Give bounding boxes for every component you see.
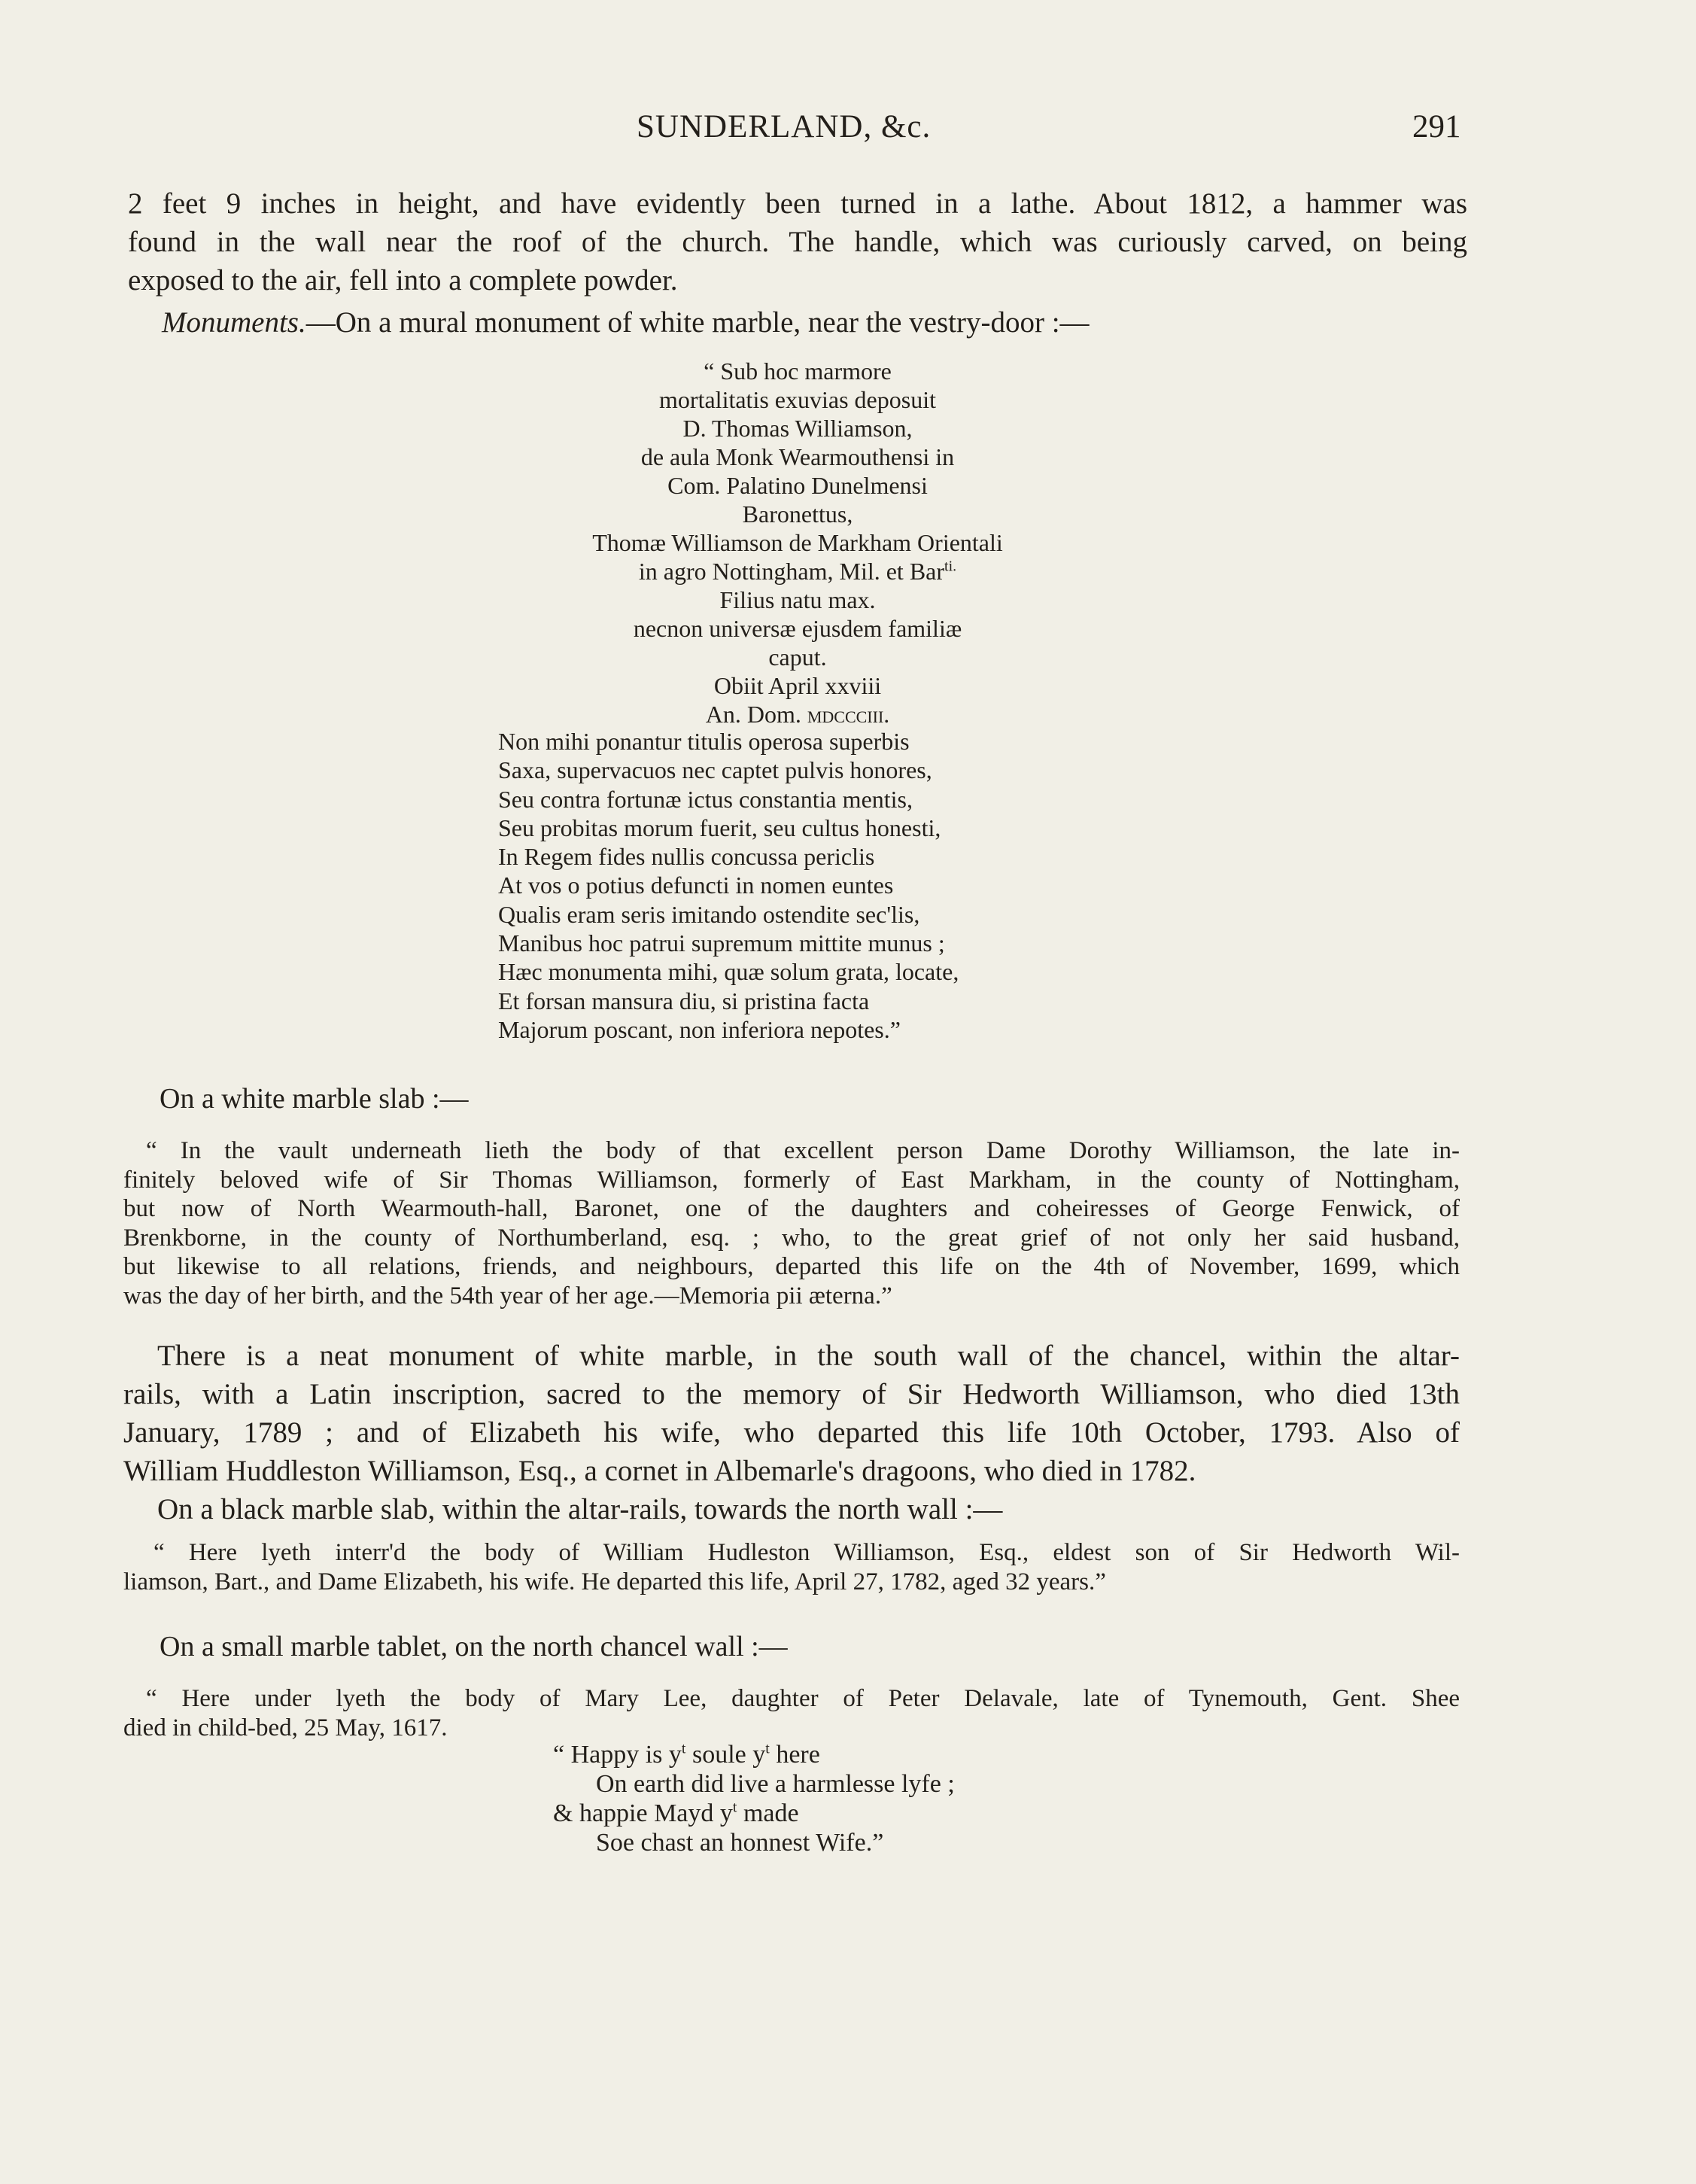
black-slab-intro: On a black marble slab, within the altar-rails, towards the north wall :— bbox=[157, 1493, 1003, 1525]
paragraph-line: rails, with a Latin inscription, sacred to the memory of Sir Hedworth Williamson, who died 13th bbox=[123, 1378, 1460, 1410]
paragraph-line: January, 1789 ; and of Elizabeth his wife, who departed this life 10th October, 1793. Also of bbox=[123, 1416, 1460, 1449]
intro-line: 2 feet 9 inches in height, and have evidently been turned in a lathe. About 1812, a hammer was bbox=[128, 187, 1467, 220]
verse-line: Non mihi ponantur titulis operosa superbis bbox=[498, 728, 910, 755]
nottingham-text: in agro Nottingham, Mil. et Bar bbox=[638, 558, 945, 585]
verse-line: Et forsan mansura diu, si pristina facta bbox=[498, 987, 870, 1014]
inscription-line bbox=[451, 700, 1144, 729]
verse-line: Majorum poscant, non inferiora nepotes.” bbox=[498, 1015, 901, 1043]
intro-line: found in the wall near the roof of the church. The handle, which was curiously carved, on being bbox=[128, 226, 1467, 258]
quote-line: “ In the vault underneath lieth the body of that excellent person Dame Dorothy Williamson, the late in- bbox=[146, 1137, 1460, 1164]
verse-fragment: made bbox=[737, 1799, 799, 1827]
verse-line: At vos o potius defuncti in nomen euntes bbox=[498, 871, 894, 899]
black-slab-inscription bbox=[123, 1538, 1460, 1596]
quote-line: liamson, Bart., and Dame Elizabeth, his wife. He departed this life, April 27, 1782, aged 32 years.” bbox=[123, 1568, 1106, 1595]
inscription-verse bbox=[498, 727, 959, 1044]
superscript: t bbox=[681, 1740, 686, 1757]
chancel-paragraph bbox=[123, 1337, 1460, 1528]
inscription-line: “ Sub hoc marmore bbox=[704, 357, 892, 385]
inscription-line: caput. bbox=[768, 643, 827, 671]
verse-fragment: here bbox=[769, 1741, 820, 1769]
verse-line: Saxa, supervacuos nec captet pulvis honores, bbox=[498, 756, 932, 784]
quote-line: but likewise to all relations, friends, and neighbours, departed this life on the 4th of November, 1699, which bbox=[123, 1253, 1460, 1280]
inscription-line: mortalitatis exuvias deposuit bbox=[659, 386, 936, 413]
slab-heading: On a white marble slab :— bbox=[160, 1083, 469, 1115]
inscription-line bbox=[451, 557, 1144, 586]
date-numeral: mdccciii. bbox=[807, 701, 890, 728]
quote-line: died in child-bed, 25 May, 1617. bbox=[123, 1714, 448, 1741]
verse-line: Soe chast an honnest Wife.” bbox=[596, 1829, 884, 1857]
tablet-verse bbox=[553, 1740, 955, 1857]
verse-line bbox=[553, 1799, 955, 1828]
quote-line: “ Here lyeth interr'd the body of William Hudleston Williamson, Esq., eldest son of Sir Hedworth Wil- bbox=[153, 1539, 1460, 1566]
inscription-line: de aula Monk Wearmouthensi in bbox=[640, 443, 955, 470]
inscription-line: necnon universæ ejusdem familiæ bbox=[633, 615, 962, 642]
verse-fragment: soule y bbox=[685, 1741, 766, 1769]
verse-line bbox=[553, 1740, 955, 1769]
paragraph-line: William Huddleston Williamson, Esq., a cornet in Albemarle's dragoons, who died in 1782. bbox=[123, 1455, 1196, 1487]
intro-paragraph bbox=[128, 184, 1467, 300]
quote-line: was the day of her birth, and the 54th year of her age.—Memoria pii æterna.” bbox=[123, 1282, 892, 1309]
inscription-line: Baronettus, bbox=[742, 500, 853, 528]
intro-line: exposed to the air, fell into a complete powder. bbox=[128, 264, 678, 297]
superscript: ti. bbox=[944, 558, 957, 575]
running-title: SUNDERLAND, &c. bbox=[637, 109, 932, 144]
inscription-line: Obiit April xxviii bbox=[713, 672, 882, 699]
superscript: t bbox=[765, 1740, 770, 1757]
tablet-inscription bbox=[123, 1684, 1460, 1742]
quote-line: Brenkborne, in the county of Northumberland, esq. ; who, to the great grief of not only her said husband, bbox=[123, 1224, 1460, 1252]
running-head bbox=[0, 108, 1696, 154]
page-number: 291 bbox=[1412, 109, 1461, 144]
superscript: t bbox=[732, 1799, 737, 1816]
verse-fragment: “ Happy is y bbox=[553, 1741, 682, 1769]
verse-line: Manibus hoc patrui supremum mittite munus ; bbox=[498, 929, 945, 957]
verse-line: Hæc monumenta mihi, quæ solum grata, locate, bbox=[498, 958, 959, 986]
tablet-heading: On a small marble tablet, on the north chancel wall :— bbox=[160, 1631, 788, 1662]
inscription-line: Com. Palatino Dunelmensi bbox=[667, 472, 928, 499]
inscription-line: Thomæ Williamson de Markham Orientali bbox=[592, 529, 1003, 556]
monuments-intro bbox=[162, 303, 1090, 342]
verse-line: Seu contra fortunæ ictus constantia mentis, bbox=[498, 785, 913, 813]
verse-fragment: & happie Mayd y bbox=[553, 1799, 733, 1827]
verse-line: Qualis eram seris imitando ostendite sec'lis, bbox=[498, 900, 920, 928]
quote-line: finitely beloved wife of Sir Thomas Williamson, formerly of East Markham, in the county of Nottingham, bbox=[123, 1166, 1460, 1194]
verse-line: Seu probitas morum fuerit, seu cultus honesti, bbox=[498, 814, 941, 841]
quote-line: “ Here under lyeth the body of Mary Lee, daughter of Peter Delavale, late of Tynemouth, Gent. Shee bbox=[146, 1685, 1460, 1712]
monuments-text: —On a mural monument of white marble, near the vestry-door :— bbox=[305, 306, 1090, 339]
verse-line: On earth did live a harmlesse lyfe ; bbox=[596, 1770, 955, 1798]
inscription-centered bbox=[451, 357, 1144, 729]
paragraph-line: There is a neat monument of white marble, in the south wall of the chancel, within the altar- bbox=[157, 1340, 1460, 1372]
inscription-line: Filius natu max. bbox=[719, 586, 876, 613]
quote-line: but now of North Wearmouth-hall, Baronet, one of the daughters and coheiresses of George Fenwick, of bbox=[123, 1195, 1460, 1222]
monuments-label: Monuments. bbox=[162, 306, 306, 339]
verse-line: In Regem fides nullis concussa periclis bbox=[498, 843, 875, 871]
slab-inscription bbox=[123, 1136, 1460, 1310]
date-prefix: An. Dom. bbox=[705, 701, 801, 728]
inscription-line: D. Thomas Williamson, bbox=[682, 415, 913, 442]
